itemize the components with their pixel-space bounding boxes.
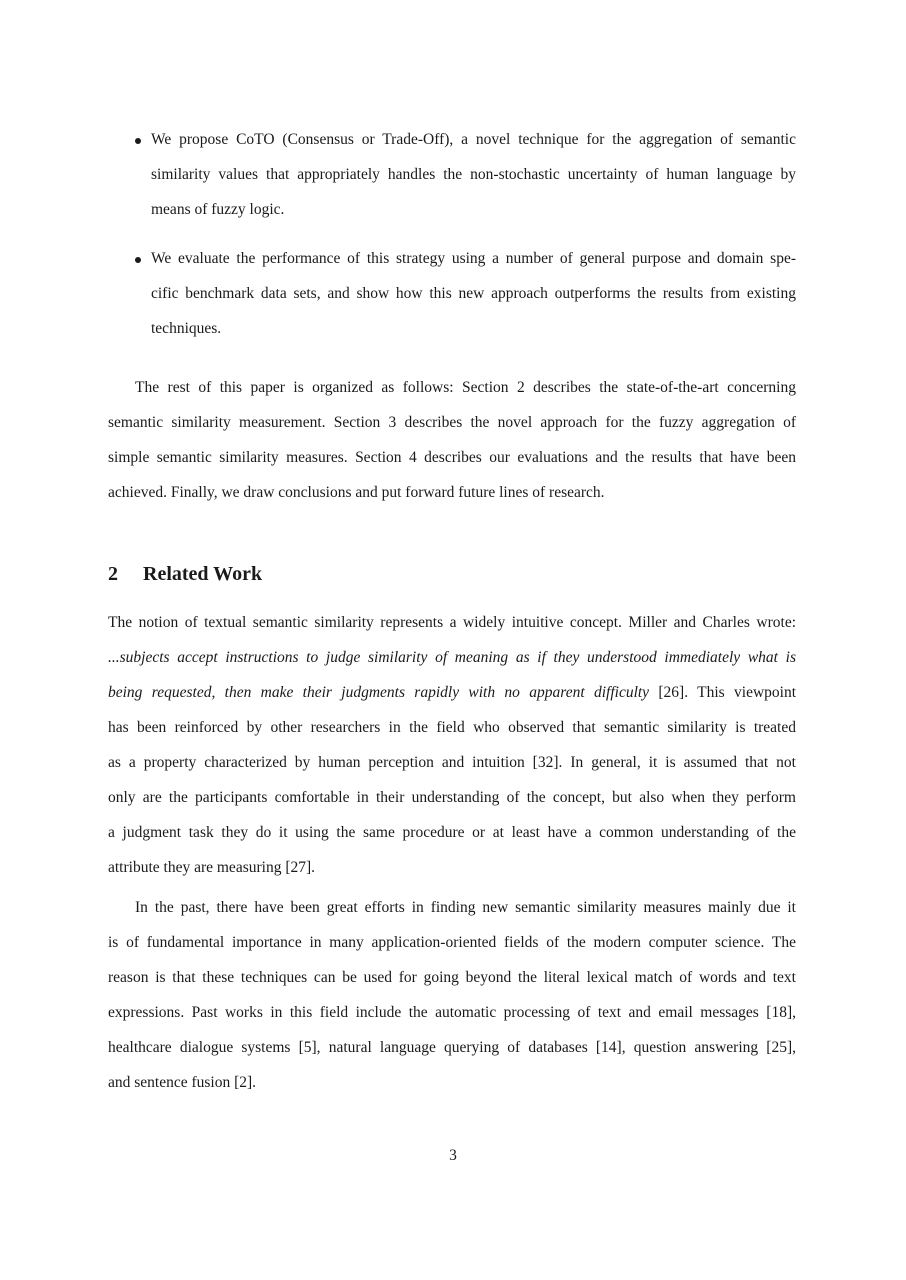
paragraph-line: only are the participants comfortable in their understanding of the concept, but also when they perform [108, 789, 796, 806]
organization-paragraph [108, 370, 796, 510]
paragraph-line: attribute they are measuring [27]. [108, 859, 316, 876]
related-work-paragraph-1 [108, 605, 796, 885]
paragraph-line: as a property characterized by human perception and intuition [32]. In general, it is assumed that not [108, 754, 796, 771]
paragraph-line: The rest of this paper is organized as follows: Section 2 describes the state-of-the-art concerning [135, 379, 796, 396]
section-heading [108, 560, 796, 588]
section-title: Related Work [143, 563, 263, 585]
quote-text: being requested, then make their judgments rapidly with no apparent difficulty [108, 684, 650, 701]
bullet-icon [135, 257, 141, 263]
paragraph-line [108, 675, 796, 710]
paragraph-line: is of fundamental importance in many application-oriented fields of the modern computer science. The [108, 934, 796, 951]
paragraph-line: semantic similarity measurement. Section 3 describes the novel approach for the fuzzy aggregation of [108, 414, 796, 431]
bullet-line: similarity values that appropriately handles the non-stochastic uncertainty of human language by [151, 166, 796, 183]
paragraph-line: expressions. Past works in this field include the automatic processing of text and email messages [18], [108, 1004, 796, 1021]
list-item [108, 241, 796, 346]
paragraph-line: achieved. Finally, we draw conclusions and put forward future lines of research. [108, 484, 605, 501]
section-number: 2 [108, 563, 118, 585]
bullet-line: cific benchmark data sets, and show how this new approach outperforms the results from existing [151, 285, 796, 302]
list-item [108, 122, 796, 227]
paragraph-line: In the past, there have been great efforts in finding new semantic similarity measures mainly due it [135, 899, 796, 916]
paragraph-line: reason is that these techniques can be used for going beyond the literal lexical match of words and text [108, 969, 796, 986]
page-number: 3 [449, 1147, 457, 1164]
paragraph-line: a judgment task they do it using the same procedure or at least have a common understanding of the [108, 824, 796, 841]
paragraph-line: simple semantic similarity measures. Section 4 describes our evaluations and the results that have been [108, 449, 796, 466]
quote-line: ...subjects accept instructions to judge similarity of meaning as if they understood immediately what is [108, 649, 796, 666]
bullet-icon [135, 138, 141, 144]
bullet-line: means of fuzzy logic. [151, 201, 285, 218]
related-work-paragraph-2 [108, 890, 796, 1100]
paragraph-line: and sentence fusion [2]. [108, 1074, 257, 1091]
paragraph-line: healthcare dialogue systems [5], natural language querying of databases [14], question answering [25], [108, 1039, 796, 1056]
bullet-line: techniques. [151, 320, 222, 337]
paper-page [108, 122, 796, 1100]
paragraph-line: has been reinforced by other researchers in the field who observed that semantic similarity is treated [108, 719, 796, 736]
contributions-list [108, 122, 796, 346]
bullet-line: We propose CoTO (Consensus or Trade-Off), a novel technique for the aggregation of semantic [151, 131, 796, 148]
paragraph-line: The notion of textual semantic similarity represents a widely intuitive concept. Miller and Charles wrote: [108, 614, 796, 631]
bullet-line: We evaluate the performance of this strategy using a number of general purpose and domain spe- [151, 250, 796, 267]
citation-text: [26]. This viewpoint [649, 684, 797, 701]
